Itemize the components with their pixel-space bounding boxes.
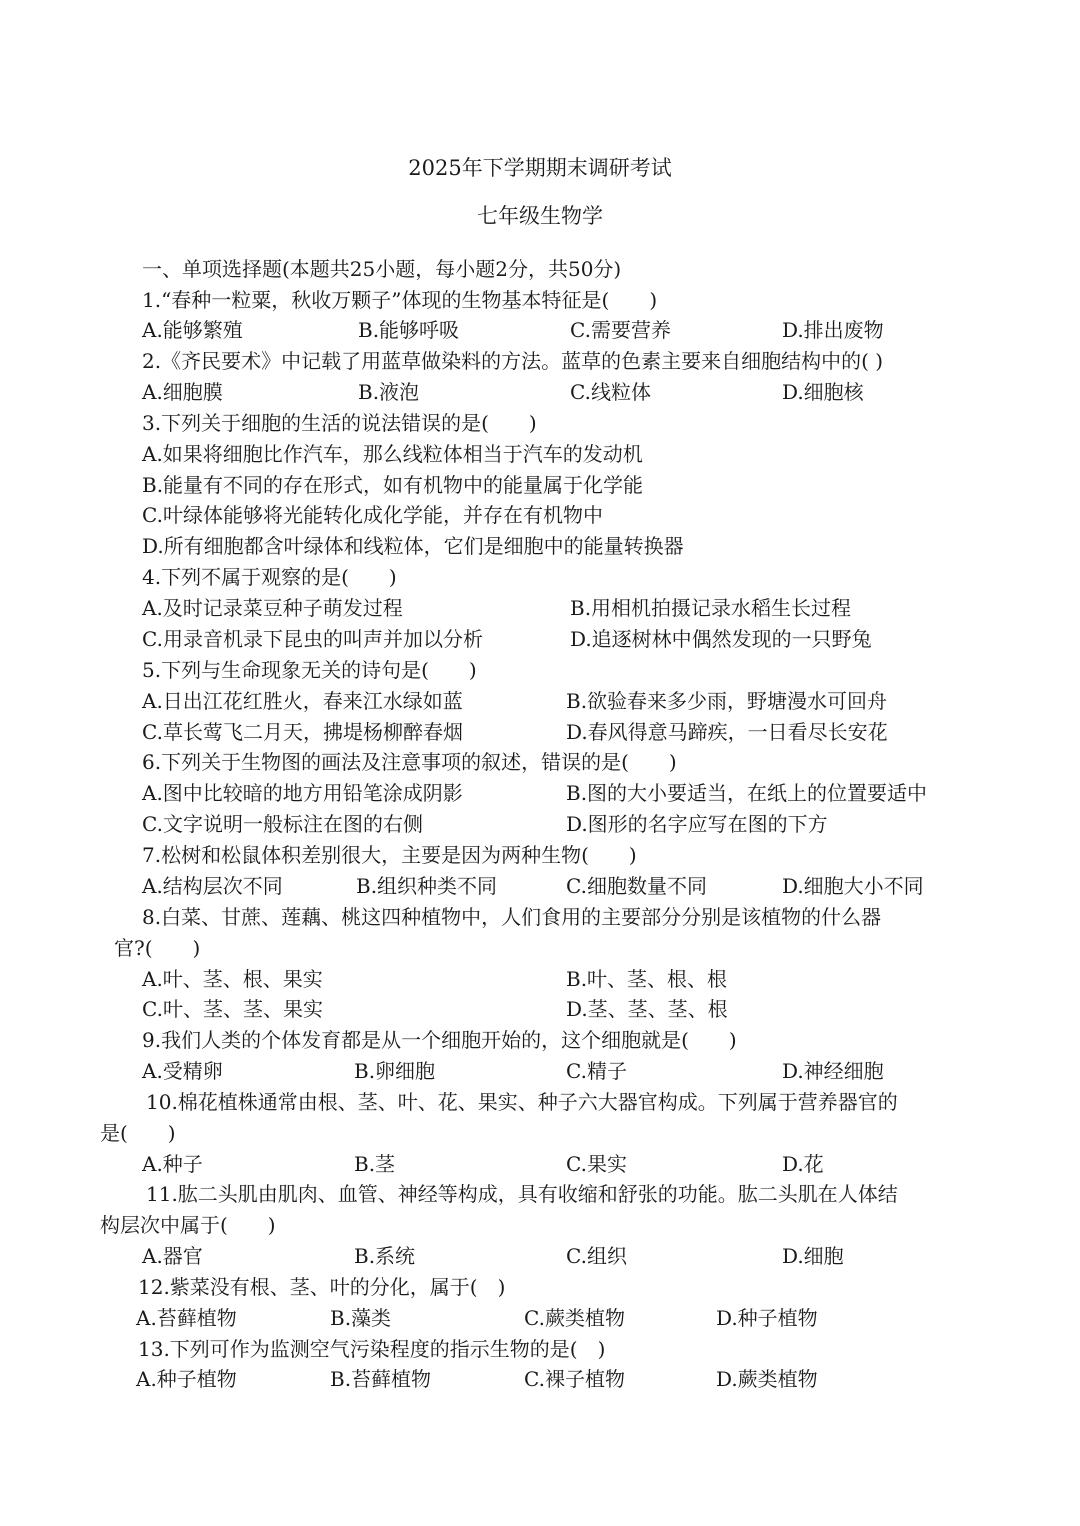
question-5-option-a: A.日出江花红胜火，春来江水绿如蓝: [142, 689, 463, 713]
question-8-stem-cont: 官?( ): [114, 936, 201, 960]
question-7-option-b: B.组织种类不同: [356, 874, 498, 898]
question-2-option-c: C.线粒体: [570, 380, 651, 404]
question-10-option-b: B.茎: [354, 1152, 396, 1176]
question-5-stem: 5.下列与生命现象无关的诗句是( ): [142, 658, 477, 682]
question-11-option-d: D.细胞: [782, 1244, 844, 1268]
question-12-option-c: C.蕨类植物: [524, 1306, 625, 1330]
question-11-option-b: B.系统: [354, 1244, 416, 1268]
question-9-option-d: D.神经细胞: [782, 1059, 884, 1083]
question-9-stem: 9.我们人类的个体发育都是从一个细胞开始的，这个细胞就是( ): [142, 1028, 737, 1052]
question-9-option-c: C.精子: [566, 1059, 627, 1083]
question-13-option-a: A.种子植物: [136, 1367, 237, 1391]
question-7-option-d: D.细胞大小不同: [782, 874, 924, 898]
question-3-option-b: B.能量有不同的存在形式，如有机物中的能量属于化学能: [142, 473, 644, 497]
question-7-stem: 7.松树和松鼠体积差别很大，主要是因为两种生物( ): [142, 843, 637, 867]
question-2-stem: 2.《齐民要术》中记载了用蓝草做染料的方法。蓝草的色素主要来自细胞结构中的( ): [142, 349, 884, 373]
question-6-option-a: A.图中比较暗的地方用铅笔涂成阴影: [142, 781, 463, 805]
question-7-option-c: C.细胞数量不同: [566, 874, 707, 898]
question-10-stem-cont: 是( ): [100, 1121, 176, 1145]
question-2-option-d: D.细胞核: [782, 380, 864, 404]
question-11-stem: 11.肱二头肌由肌肉、血管、神经等构成，具有收缩和舒张的功能。肱二头肌在人体结: [146, 1182, 898, 1206]
question-4-option-b: B.用相机拍摄记录水稻生长过程: [570, 596, 852, 620]
question-3-option-c: C.叶绿体能够将光能转化成化学能，并存在有机物中: [142, 503, 603, 527]
question-12-stem: 12.紫菜没有根、茎、叶的分化，属于( ): [138, 1275, 506, 1299]
question-12-option-b: B.藻类: [330, 1306, 392, 1330]
question-1-option-d: D.排出废物: [782, 318, 884, 342]
question-10-option-d: D.花: [782, 1152, 824, 1176]
question-13-option-d: D.蕨类植物: [716, 1367, 818, 1391]
question-11-option-a: A.器官: [142, 1244, 203, 1268]
question-10-option-c: C.果实: [566, 1152, 627, 1176]
question-6-option-b: B.图的大小要适当，在纸上的位置要适中: [566, 781, 928, 805]
question-5-option-b: B.欲验春来多少雨，野塘漫水可回舟: [566, 689, 888, 713]
question-5-option-d: D.春风得意马蹄疾，一日看尽长安花: [566, 720, 888, 744]
question-13-option-c: C.裸子植物: [524, 1367, 625, 1391]
question-1-option-c: C.需要营养: [570, 318, 671, 342]
question-13-option-b: B.苔藓植物: [330, 1367, 432, 1391]
question-10-stem: 10.棉花植株通常由根、茎、叶、花、果实、种子六大器官构成。下列属于营养器官的: [146, 1090, 898, 1114]
question-8-option-c: C.叶、茎、茎、果实: [142, 997, 323, 1021]
question-5-option-c: C.草长莺飞二月天，拂堤杨柳醉春烟: [142, 720, 463, 744]
question-2-option-a: A.细胞膜: [142, 380, 223, 404]
question-4-option-d: D.追逐树林中偶然发现的一只野兔: [570, 627, 872, 651]
question-8-option-b: B.叶、茎、根、根: [566, 967, 728, 991]
question-3-option-d: D.所有细胞都含叶绿体和线粒体，它们是细胞中的能量转换器: [142, 534, 684, 558]
question-4-stem: 4.下列不属于观察的是( ): [142, 565, 397, 589]
section-heading: 一、单项选择题(本题共25小题，每小题2分，共50分): [142, 257, 622, 281]
question-12-option-a: A.苔藓植物: [136, 1306, 237, 1330]
question-2-option-b: B.液泡: [358, 380, 420, 404]
question-1-option-a: A.能够繁殖: [142, 318, 243, 342]
question-3-stem: 3.下列关于细胞的生活的说法错误的是( ): [142, 411, 537, 435]
question-10-option-a: A.种子: [142, 1152, 203, 1176]
question-9-option-a: A.受精卵: [142, 1059, 223, 1083]
question-4-option-c: C.用录音机录下昆虫的叫声并加以分析: [142, 627, 483, 651]
question-8-option-a: A.叶、茎、根、果实: [142, 967, 323, 991]
question-8-stem: 8.白菜、甘蔗、莲藕、桃这四种植物中，人们食用的主要部分分别是该植物的什么器: [142, 905, 882, 929]
question-6-option-c: C.文字说明一般标注在图的右侧: [142, 812, 423, 836]
question-11-option-c: C.组织: [566, 1244, 627, 1268]
exam-subtitle: 七年级生物学: [477, 204, 603, 228]
exam-title: 2025年下学期期末调研考试: [408, 156, 672, 180]
question-1-stem: 1.“春种一粒粟，秋收万颗子”体现的生物基本特征是( ): [142, 288, 658, 312]
question-12-option-d: D.种子植物: [716, 1306, 818, 1330]
question-13-stem: 13.下列可作为监测空气污染程度的指示生物的是( ): [138, 1337, 606, 1361]
question-4-option-a: A.及时记录菜豆种子萌发过程: [142, 596, 403, 620]
question-7-option-a: A.结构层次不同: [142, 874, 283, 898]
question-11-stem-cont: 构层次中属于( ): [100, 1213, 276, 1237]
question-9-option-b: B.卵细胞: [354, 1059, 436, 1083]
question-6-option-d: D.图形的名字应写在图的下方: [566, 812, 828, 836]
question-3-option-a: A.如果将细胞比作汽车，那么线粒体相当于汽车的发动机: [142, 442, 643, 466]
question-8-option-d: D.茎、茎、茎、根: [566, 997, 728, 1021]
question-6-stem: 6.下列关于生物图的画法及注意事项的叙述，错误的是( ): [142, 750, 677, 774]
question-1-option-b: B.能够呼吸: [358, 318, 460, 342]
